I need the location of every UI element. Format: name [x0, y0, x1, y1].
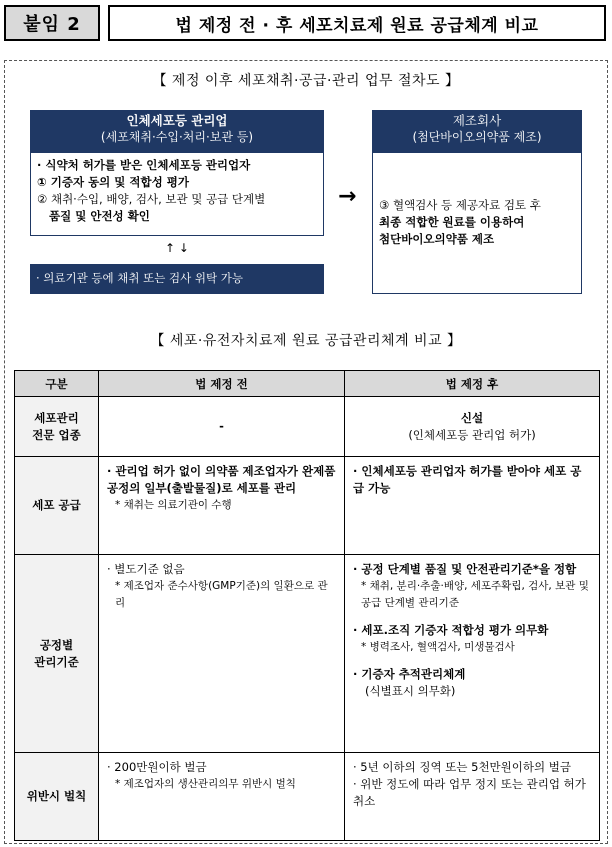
header-before: 법 제정 전 — [99, 371, 345, 397]
after-text: · 5년 이하의 징역 또는 5천만원이하의 벌금 — [353, 760, 571, 774]
document-title: 법 제정 전 · 후 세포치료제 원료 공급체계 비교 — [108, 5, 606, 41]
right-box-line3: 첨단바이오의약품 제조 — [379, 232, 495, 246]
left-box-line3: ② 채취·수입, 배양, 검사, 보관 및 공급 단계별 — [37, 192, 266, 206]
category-line: 관리기준 — [34, 654, 79, 669]
table-row — [15, 397, 600, 457]
after-cell — [345, 397, 600, 457]
after-note: * 병력조사, 혈액검사, 미생물검사 — [361, 641, 515, 653]
table-row — [15, 555, 600, 753]
right-box-body — [372, 152, 582, 294]
right-box-line1: ③ 혈액검사 등 제공자료 검토 후 — [379, 198, 541, 212]
right-box-line2: 최종 적합한 원료를 이용하여 — [379, 215, 525, 229]
after-text: (인체세포등 관리업 허가) — [408, 427, 536, 442]
right-box-heading: 제조회사 — [452, 113, 502, 128]
left-box-line4: 품질 및 안전성 확인 — [49, 209, 150, 223]
after-cell — [345, 457, 600, 555]
before-cell — [99, 457, 345, 555]
section2-title: 【 세포·유전자치료제 원료 공급관리체계 비교 】 — [150, 333, 462, 349]
after-cell — [345, 555, 600, 753]
consignment-bar: · 의료기관 등에 채취 또는 검사 위탁 가능 — [30, 264, 324, 294]
spacer — [353, 612, 591, 622]
after-text: (식별표시 의무화) — [365, 684, 456, 698]
before-cell — [99, 397, 345, 457]
before-text: · 200만원이하 벌금 — [107, 760, 207, 774]
after-text: 신설 — [460, 410, 484, 425]
table-row — [15, 457, 600, 555]
row-category: 위반시 벌칙 — [15, 753, 99, 841]
before-cell — [99, 753, 345, 841]
left-box-line1: · 식약처 허가를 받은 인체세포등 관리업자 — [37, 158, 251, 172]
before-note: * 제조업자 준수사항(GMP기준)의 일환으로 관리 — [115, 580, 328, 609]
comparison-table — [14, 370, 600, 841]
left-box-body — [30, 152, 324, 236]
category-line: 전문 업종 — [32, 427, 81, 442]
right-box-subheading: (첨단바이오의약품 제조) — [412, 130, 542, 144]
after-text: · 세포.조직 기증자 적합성 평가 의무화 — [353, 623, 549, 637]
after-text: · 인체세포등 관리업자 허가를 받아야 세포 공급 가능 — [353, 464, 582, 495]
table-header-row — [15, 371, 600, 397]
after-text: · 공정 단계별 품질 및 안전관리기준*을 정함 — [353, 562, 577, 576]
before-cell — [99, 555, 345, 753]
left-box-subheading: (세포채취·수입·처리·보관 등) — [100, 130, 254, 144]
table-row — [15, 753, 600, 841]
attachment-badge: 붙임 2 — [4, 5, 100, 41]
header-after: 법 제정 후 — [345, 371, 600, 397]
after-cell — [345, 753, 600, 841]
before-text: · 관리업 허가 없이 의약품 제조업자가 완제품 공정의 일부(출발물질)로 세포를 관리 — [107, 464, 336, 495]
after-text: · 위반 정도에 따라 업무 정지 또는 관리업 허가취소 — [353, 777, 586, 808]
spacer — [353, 656, 591, 666]
before-note: * 채취는 의료기관이 수행 — [115, 499, 232, 511]
right-box-header — [372, 110, 582, 152]
left-box-line2: ① 기증자 동의 및 적합성 평가 — [37, 175, 189, 189]
header-category: 구분 — [15, 371, 99, 397]
left-box-heading: 인체세포등 관리업 — [126, 113, 228, 128]
section1-title: 【 제정 이후 세포채취·공급·관리 업무 절차도 】 — [152, 73, 460, 89]
after-note: * 채취, 분리·추출·배양, 세포주확립, 검사, 보관 및 공급 단계별 관리기준 — [361, 580, 589, 609]
category-line: 공정별 — [39, 637, 74, 652]
after-text: · 기증자 추적관리체계 — [353, 667, 466, 681]
before-note: * 제조업자의 생산관리의무 위반시 벌칙 — [115, 778, 296, 790]
before-text: · 별도기준 없음 — [107, 562, 185, 576]
before-text: - — [219, 419, 224, 433]
category-line: 세포관리 — [34, 410, 79, 425]
right-arrow-icon: → — [338, 184, 357, 209]
left-box-header — [30, 110, 324, 152]
updown-arrows-icon: ↑ ↓ — [165, 241, 189, 255]
row-category: 세포 공급 — [15, 457, 99, 555]
row-category — [15, 397, 99, 457]
row-category — [15, 555, 99, 753]
